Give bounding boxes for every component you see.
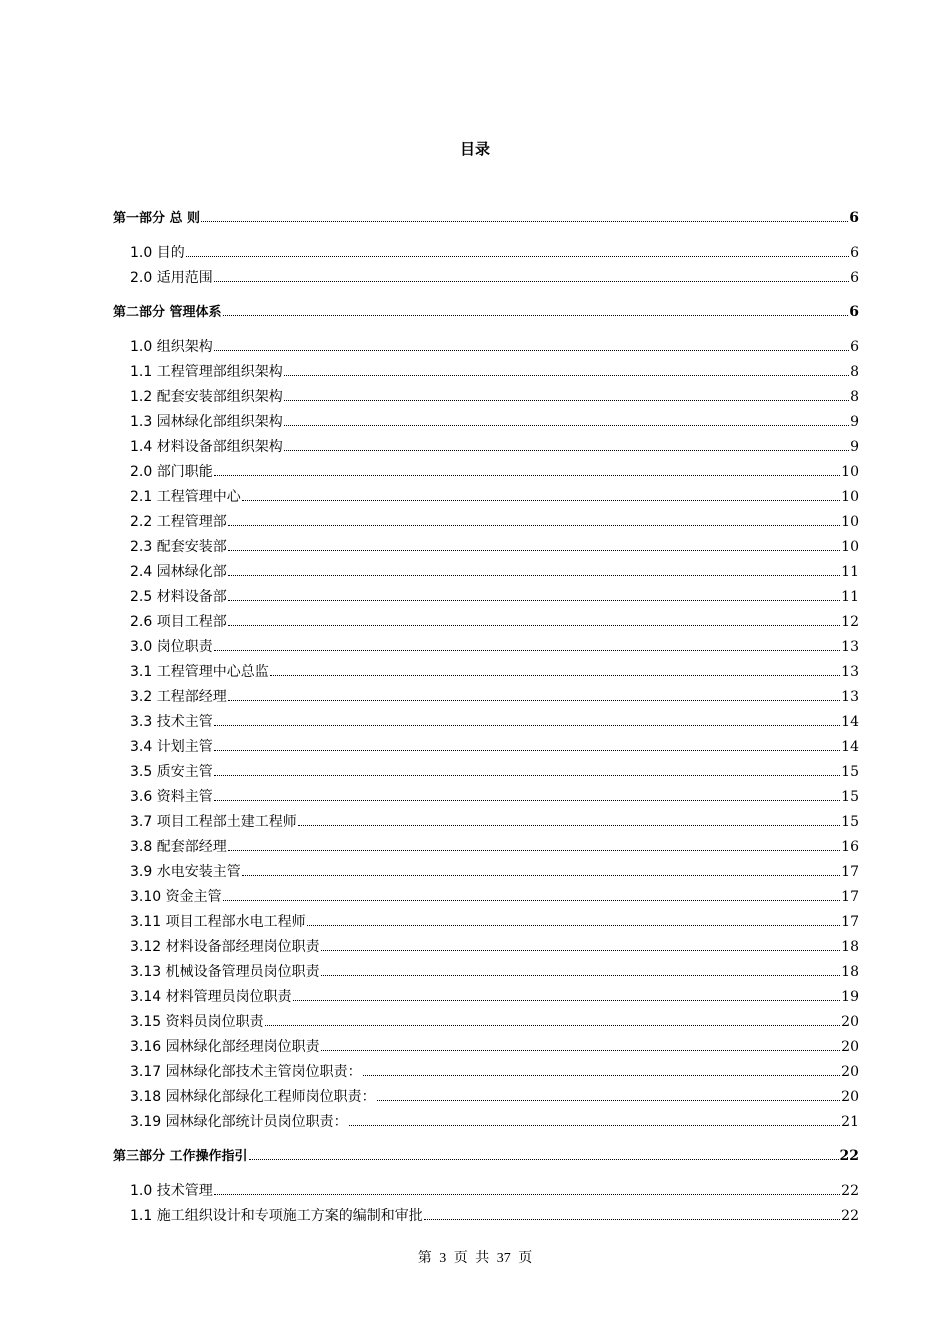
dot-leader <box>377 1100 841 1101</box>
toc-entry[interactable] <box>113 938 859 956</box>
toc-entry[interactable] <box>113 363 859 381</box>
toc-entry-title: 3.3 技术主管 <box>130 714 213 730</box>
dot-leader <box>293 1000 841 1001</box>
toc-entry[interactable] <box>113 688 859 706</box>
dot-leader <box>265 1025 841 1026</box>
toc-entry-page: 20 <box>841 1064 859 1080</box>
toc-entry[interactable] <box>113 438 859 456</box>
toc-entry-title: 3.14 材料管理员岗位职责 <box>130 989 292 1005</box>
toc-entry-title: 2.4 园林绿化部 <box>130 564 227 580</box>
dot-leader <box>284 375 849 376</box>
dot-leader <box>223 315 849 316</box>
toc-entry-title: 3.13 机械设备管理员岗位职责 <box>130 964 320 980</box>
footer-mid2: 共 <box>475 1251 490 1266</box>
dot-leader <box>214 350 849 351</box>
toc-entry-page: 8 <box>850 364 859 380</box>
toc-entry-title: 2.1 工程管理中心 <box>130 489 241 505</box>
dot-leader <box>284 425 849 426</box>
toc-entry-page: 13 <box>841 639 859 655</box>
dot-leader <box>298 825 840 826</box>
toc-entry[interactable] <box>113 538 859 556</box>
toc-entry-page: 12 <box>841 614 859 630</box>
toc-entry-title: 3.1 工程管理中心总监 <box>130 664 269 680</box>
toc-entry-page: 10 <box>841 514 859 530</box>
dot-leader <box>186 256 849 257</box>
toc-entry[interactable] <box>113 738 859 756</box>
toc-entry[interactable] <box>113 1088 859 1106</box>
toc-entry-title: 3.10 资金主管 <box>130 889 222 905</box>
dot-leader <box>228 700 840 701</box>
toc-entry-page: 20 <box>841 1089 859 1105</box>
toc-section-entry[interactable] <box>113 303 859 322</box>
toc-entry-page: 8 <box>850 389 859 405</box>
dot-leader <box>321 950 841 951</box>
toc-entry-page: 6 <box>849 210 859 226</box>
toc-entry[interactable] <box>113 338 859 356</box>
toc-entry-title: 3.12 材料设备部经理岗位职责 <box>130 939 320 955</box>
dot-leader <box>321 1050 841 1051</box>
toc-entry-title: 3.17 园林绿化部技术主管岗位职责： <box>130 1064 362 1080</box>
dot-leader <box>214 475 840 476</box>
footer-prefix: 第 <box>417 1251 432 1266</box>
toc-entry-title: 3.2 工程部经理 <box>130 689 227 705</box>
toc-entry[interactable] <box>113 963 859 981</box>
toc-entry-title: 1.0 目的 <box>130 245 185 261</box>
toc-entry-title: 2.0 部门职能 <box>130 464 213 480</box>
toc-entry-page: 19 <box>841 989 859 1005</box>
dot-leader <box>363 1075 841 1076</box>
toc-entry[interactable] <box>113 763 859 781</box>
footer-suffix: 页 <box>518 1251 533 1266</box>
toc-entry-page: 13 <box>841 664 859 680</box>
toc-entry[interactable] <box>113 663 859 681</box>
toc-entry-page: 13 <box>841 689 859 705</box>
dot-leader <box>214 775 840 776</box>
dot-leader <box>349 1125 841 1126</box>
toc-entry-page: 21 <box>841 1114 859 1130</box>
toc-entry-title: 第一部分 总 则 <box>113 211 201 226</box>
footer-mid1: 页 <box>453 1251 468 1266</box>
toc-entry[interactable] <box>113 913 859 931</box>
toc-entry-page: 15 <box>841 789 859 805</box>
toc-entry-title: 1.4 材料设备部组织架构 <box>130 439 283 455</box>
toc-entry[interactable] <box>113 838 859 856</box>
dot-leader <box>214 750 840 751</box>
toc-entry[interactable] <box>113 244 859 262</box>
toc-entry[interactable] <box>113 888 859 906</box>
dot-leader <box>242 875 840 876</box>
toc-entry-page: 17 <box>841 864 859 880</box>
dot-leader <box>284 450 849 451</box>
toc-entry-page: 6 <box>850 339 859 355</box>
toc-entry-title: 3.9 水电安装主管 <box>130 864 241 880</box>
toc-entry-title: 1.1 工程管理部组织架构 <box>130 364 283 380</box>
toc-entry-page: 17 <box>841 889 859 905</box>
toc-entry-title: 第三部分 工作操作指引 <box>113 1149 248 1164</box>
toc-entry-page: 15 <box>841 764 859 780</box>
toc-entry[interactable] <box>113 1013 859 1031</box>
dot-leader <box>424 1219 840 1220</box>
dot-leader <box>228 550 840 551</box>
dot-leader <box>228 625 840 626</box>
toc-entry[interactable] <box>113 563 859 581</box>
toc-entry[interactable] <box>113 488 859 506</box>
toc-entry[interactable] <box>113 269 859 287</box>
toc-entry[interactable] <box>113 413 859 431</box>
dot-leader <box>223 900 841 901</box>
toc-entry-title: 2.6 项目工程部 <box>130 614 227 630</box>
toc-entry-page: 16 <box>841 839 859 855</box>
toc-entry-title: 第二部分 管理体系 <box>113 305 222 320</box>
toc-entry-title: 3.8 配套部经理 <box>130 839 227 855</box>
toc-entry-title: 1.0 技术管理 <box>130 1183 213 1199</box>
dot-leader <box>214 800 840 801</box>
footer-current-page: 3 <box>439 1251 447 1266</box>
toc-entry[interactable] <box>113 1182 859 1200</box>
toc-entry[interactable] <box>113 513 859 531</box>
toc-entry[interactable] <box>113 1038 859 1056</box>
toc-entry-page: 14 <box>841 714 859 730</box>
dot-leader <box>228 525 840 526</box>
toc-entry-title: 3.15 资料员岗位职责 <box>130 1014 264 1030</box>
page-footer <box>0 1247 950 1267</box>
toc-entry-page: 10 <box>841 489 859 505</box>
dot-leader <box>228 850 840 851</box>
toc-entry-title: 3.4 计划主管 <box>130 739 213 755</box>
toc-entry-page: 17 <box>841 914 859 930</box>
toc-entry-title: 1.1 施工组织设计和专项施工方案的编制和审批 <box>130 1208 423 1224</box>
toc-section-entry[interactable] <box>113 209 859 228</box>
toc-entry-title: 2.5 材料设备部 <box>130 589 227 605</box>
toc-entry-page: 6 <box>850 245 859 261</box>
toc-entry[interactable] <box>113 388 859 406</box>
toc-entry[interactable] <box>113 713 859 731</box>
dot-leader <box>201 221 848 222</box>
toc-entry[interactable] <box>113 1063 859 1081</box>
toc-entry-title: 3.5 质安主管 <box>130 764 213 780</box>
toc-entry-page: 6 <box>849 304 859 320</box>
toc-entry-page: 15 <box>841 814 859 830</box>
toc-entry-title: 3.6 资料主管 <box>130 789 213 805</box>
toc-entry[interactable] <box>113 988 859 1006</box>
toc-title: 目录 <box>459 140 490 158</box>
toc-entry-page: 10 <box>841 464 859 480</box>
toc-entry-title: 3.16 园林绿化部经理岗位职责 <box>130 1039 320 1055</box>
toc-entry-title: 3.0 岗位职责 <box>130 639 213 655</box>
toc-entry[interactable] <box>113 638 859 656</box>
dot-leader <box>307 925 841 926</box>
toc-entry-title: 2.2 工程管理部 <box>130 514 227 530</box>
toc-entry[interactable] <box>113 588 859 606</box>
dot-leader <box>214 281 849 282</box>
toc-entry[interactable] <box>113 1207 859 1225</box>
dot-leader <box>214 650 840 651</box>
toc-entry-page: 18 <box>841 939 859 955</box>
toc-entry-title: 1.3 园林绿化部组织架构 <box>130 414 283 430</box>
toc-entry[interactable] <box>113 788 859 806</box>
toc-entry-page: 20 <box>841 1039 859 1055</box>
toc-entry-page: 11 <box>841 564 859 580</box>
toc-entry-page: 11 <box>841 589 859 605</box>
toc-entry-page: 9 <box>850 439 859 455</box>
toc-entry-title: 3.11 项目工程部水电工程师 <box>130 914 306 930</box>
toc-entry-title: 1.2 配套安装部组织架构 <box>130 389 283 405</box>
toc-entry-page: 22 <box>841 1208 859 1224</box>
dot-leader <box>214 1194 840 1195</box>
toc-entry-title: 1.0 组织架构 <box>130 339 213 355</box>
toc-entry-page: 22 <box>841 1183 859 1199</box>
toc-entry-title: 3.7 项目工程部土建工程师 <box>130 814 297 830</box>
toc-entry[interactable] <box>113 463 859 481</box>
toc-entry-page: 10 <box>841 539 859 555</box>
toc-entry-page: 9 <box>850 414 859 430</box>
toc-section-entry[interactable] <box>113 1147 859 1166</box>
toc-entry-page: 22 <box>839 1148 859 1164</box>
toc-entry-title: 2.0 适用范围 <box>130 270 213 286</box>
dot-leader <box>228 575 840 576</box>
footer-total-pages: 37 <box>496 1251 511 1266</box>
toc-entry-title: 3.18 园林绿化部绿化工程师岗位职责： <box>130 1089 376 1105</box>
dot-leader <box>270 675 840 676</box>
toc-entry-page: 6 <box>850 270 859 286</box>
dot-leader <box>228 600 840 601</box>
dot-leader <box>214 725 840 726</box>
toc-entry[interactable] <box>113 613 859 631</box>
toc-entry-page: 20 <box>841 1014 859 1030</box>
dot-leader <box>284 400 849 401</box>
dot-leader <box>242 500 840 501</box>
toc-entry-page: 14 <box>841 739 859 755</box>
dot-leader <box>321 975 841 976</box>
toc-entry-page: 18 <box>841 964 859 980</box>
toc-entry[interactable] <box>113 863 859 881</box>
toc-entry-title: 2.3 配套安装部 <box>130 539 227 555</box>
toc-entry[interactable] <box>113 813 859 831</box>
toc-entry[interactable] <box>113 1113 859 1131</box>
toc-entry-title: 3.19 园林绿化部统计员岗位职责： <box>130 1114 348 1130</box>
dot-leader <box>249 1159 839 1160</box>
